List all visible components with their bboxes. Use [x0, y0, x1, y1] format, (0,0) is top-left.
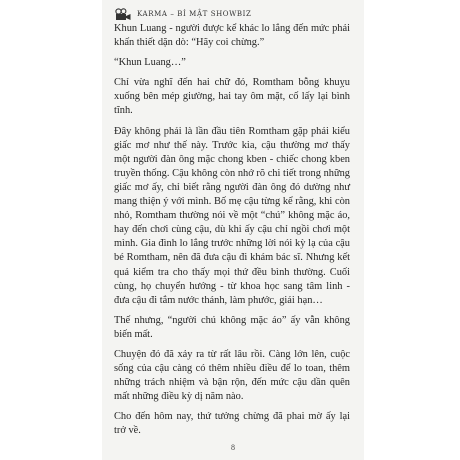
paragraph-3: Chỉ vừa nghĩ đến hai chữ đó, Romtham bỗng khuỵu xuống bên mép giường, hai tay ôm mặt, cố lấy lại bình tĩnh. [114, 77, 350, 117]
film-camera-icon [114, 7, 132, 21]
body-text [114, 22, 350, 445]
paragraph-4: Đây không phải là lần đầu tiên Romtham gặp phải kiểu giấc mơ như thế này. Trước kia, cậu thường mơ thấy một người đàn ông mặc chong kben - chiếc chong kben truyền thống. Cậu không còn nhớ rõ chi tiết trong những giấc mơ ấy, chỉ biết rằng người đàn ông đó dường như mang thiện ý với mình. Bố mẹ cậu từng kể rằng, khi còn nhỏ, Romtham thường nói về một “chú” không mặc áo, hay đến chơi cùng cậu, dù khi ấy cậu chỉ ngồi chơi một mình. Gia đình lo lắng trước những lời nói kỳ lạ của cậu bé Romtham, nên đã đưa cậu đi khám bác sĩ. Nhưng kết quả kiểm tra cho thấy mọi thứ đều bình thường. Cuối cùng, họ chuyển hướng - từ khoa học sang tâm linh - đưa cậu đi tắm nước thánh, làm phước, giải hạn… [114, 125, 350, 306]
running-header [114, 6, 252, 22]
paragraph-2: “Khun Luang…” [114, 57, 186, 69]
book-page [102, 0, 364, 460]
header-title: KARMA – BÍ MẬT SHOWBIZ [137, 10, 252, 18]
page-number: 8 [231, 443, 235, 452]
paragraph-6: Chuyện đó đã xảy ra từ rất lâu rồi. Càng lớn lên, cuộc sống của cậu càng có thêm nhiều điều để lo toan, thêm những trách nhiệm và bận rộn, đến mức cậu dần quên mất những điều kỳ dị năm nào. [114, 348, 350, 403]
paragraph-1: Khun Luang - người được kể khác lo lắng đến mức phải khấn thiết dặn dò: “Hãy coi chừng.” [114, 23, 350, 49]
paragraph-7: Cho đến hôm nay, thứ tưởng chừng đã phai mờ ấy lại trở về. [114, 411, 350, 437]
paragraph-5: Thế nhưng, “người chú không mặc áo” ấy vẫn không biến mất. [114, 314, 350, 340]
